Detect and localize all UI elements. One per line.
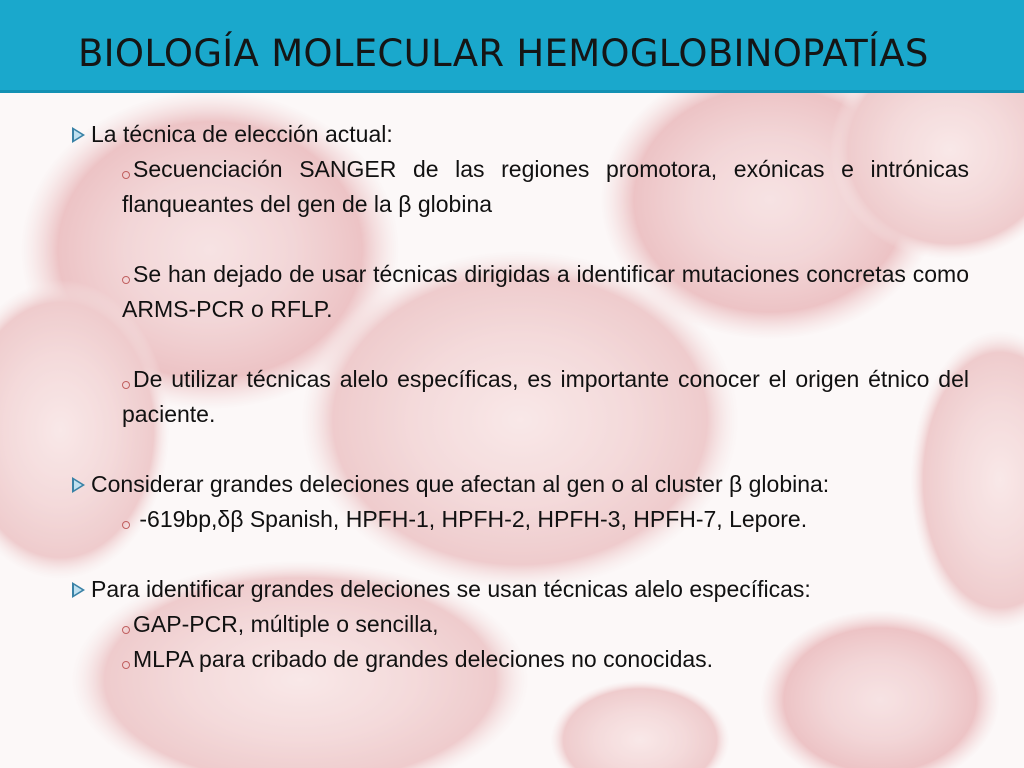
bullet-3-sub-1-text: GAP-PCR, múltiple o sencilla,	[133, 611, 439, 637]
slide-title: BIOLOGÍA MOLECULAR HEMOGLOBINOPATÍAS	[78, 32, 929, 75]
bullet-2-text: Considerar grandes deleciones que afectan al gen o al cluster β globina:	[91, 471, 830, 497]
ring-bullet-icon	[122, 661, 130, 669]
bullet-1-sub-3	[122, 362, 969, 432]
spacer	[72, 432, 969, 467]
bullet-2-sub-1	[122, 502, 969, 537]
spacer	[72, 327, 969, 362]
bullet-2-sub-1-text: -619bp,δβ Spanish, HPFH-1, HPFH-2, HPFH-3, HPFH-7, Lepore.	[133, 506, 808, 532]
bullet-3-sub-2	[122, 642, 969, 677]
ring-bullet-icon	[122, 381, 130, 389]
bullet-1-sub-1	[122, 152, 969, 222]
bullet-1-sub-2-text: Se han dejado de usar técnicas dirigidas a identificar mutaciones concretas como ARMS-PCR o RFLP.	[122, 261, 969, 322]
bullet-1-text: La técnica de elección actual:	[91, 121, 393, 147]
arrow-bullet-icon	[72, 477, 85, 493]
arrow-bullet-icon	[72, 127, 85, 143]
bullet-2	[72, 467, 969, 502]
ring-bullet-icon	[122, 626, 130, 634]
title-bar	[0, 0, 1024, 93]
bullet-1-sub-1-text: Secuenciación SANGER de las regiones promotora, exónicas e intrónicas flanqueantes del gen de la β globina	[122, 156, 969, 217]
bullet-1-sub-3-text: De utilizar técnicas alelo específicas, es importante conocer el origen étnico del paciente.	[122, 366, 969, 427]
bullet-1	[72, 117, 969, 152]
slide-body	[72, 117, 969, 677]
bullet-3-text: Para identificar grandes deleciones se usan técnicas alelo específicas:	[91, 576, 811, 602]
spacer	[72, 222, 969, 257]
ring-bullet-icon	[122, 171, 130, 179]
bullet-1-sub-2	[122, 257, 969, 327]
arrow-bullet-icon	[72, 582, 85, 598]
bullet-3-sub-2-text: MLPA para cribado de grandes deleciones no conocidas.	[133, 646, 714, 672]
bullet-3-sub-1	[122, 607, 969, 642]
spacer	[72, 537, 969, 572]
ring-bullet-icon	[122, 521, 130, 529]
ring-bullet-icon	[122, 276, 130, 284]
bullet-3	[72, 572, 969, 607]
